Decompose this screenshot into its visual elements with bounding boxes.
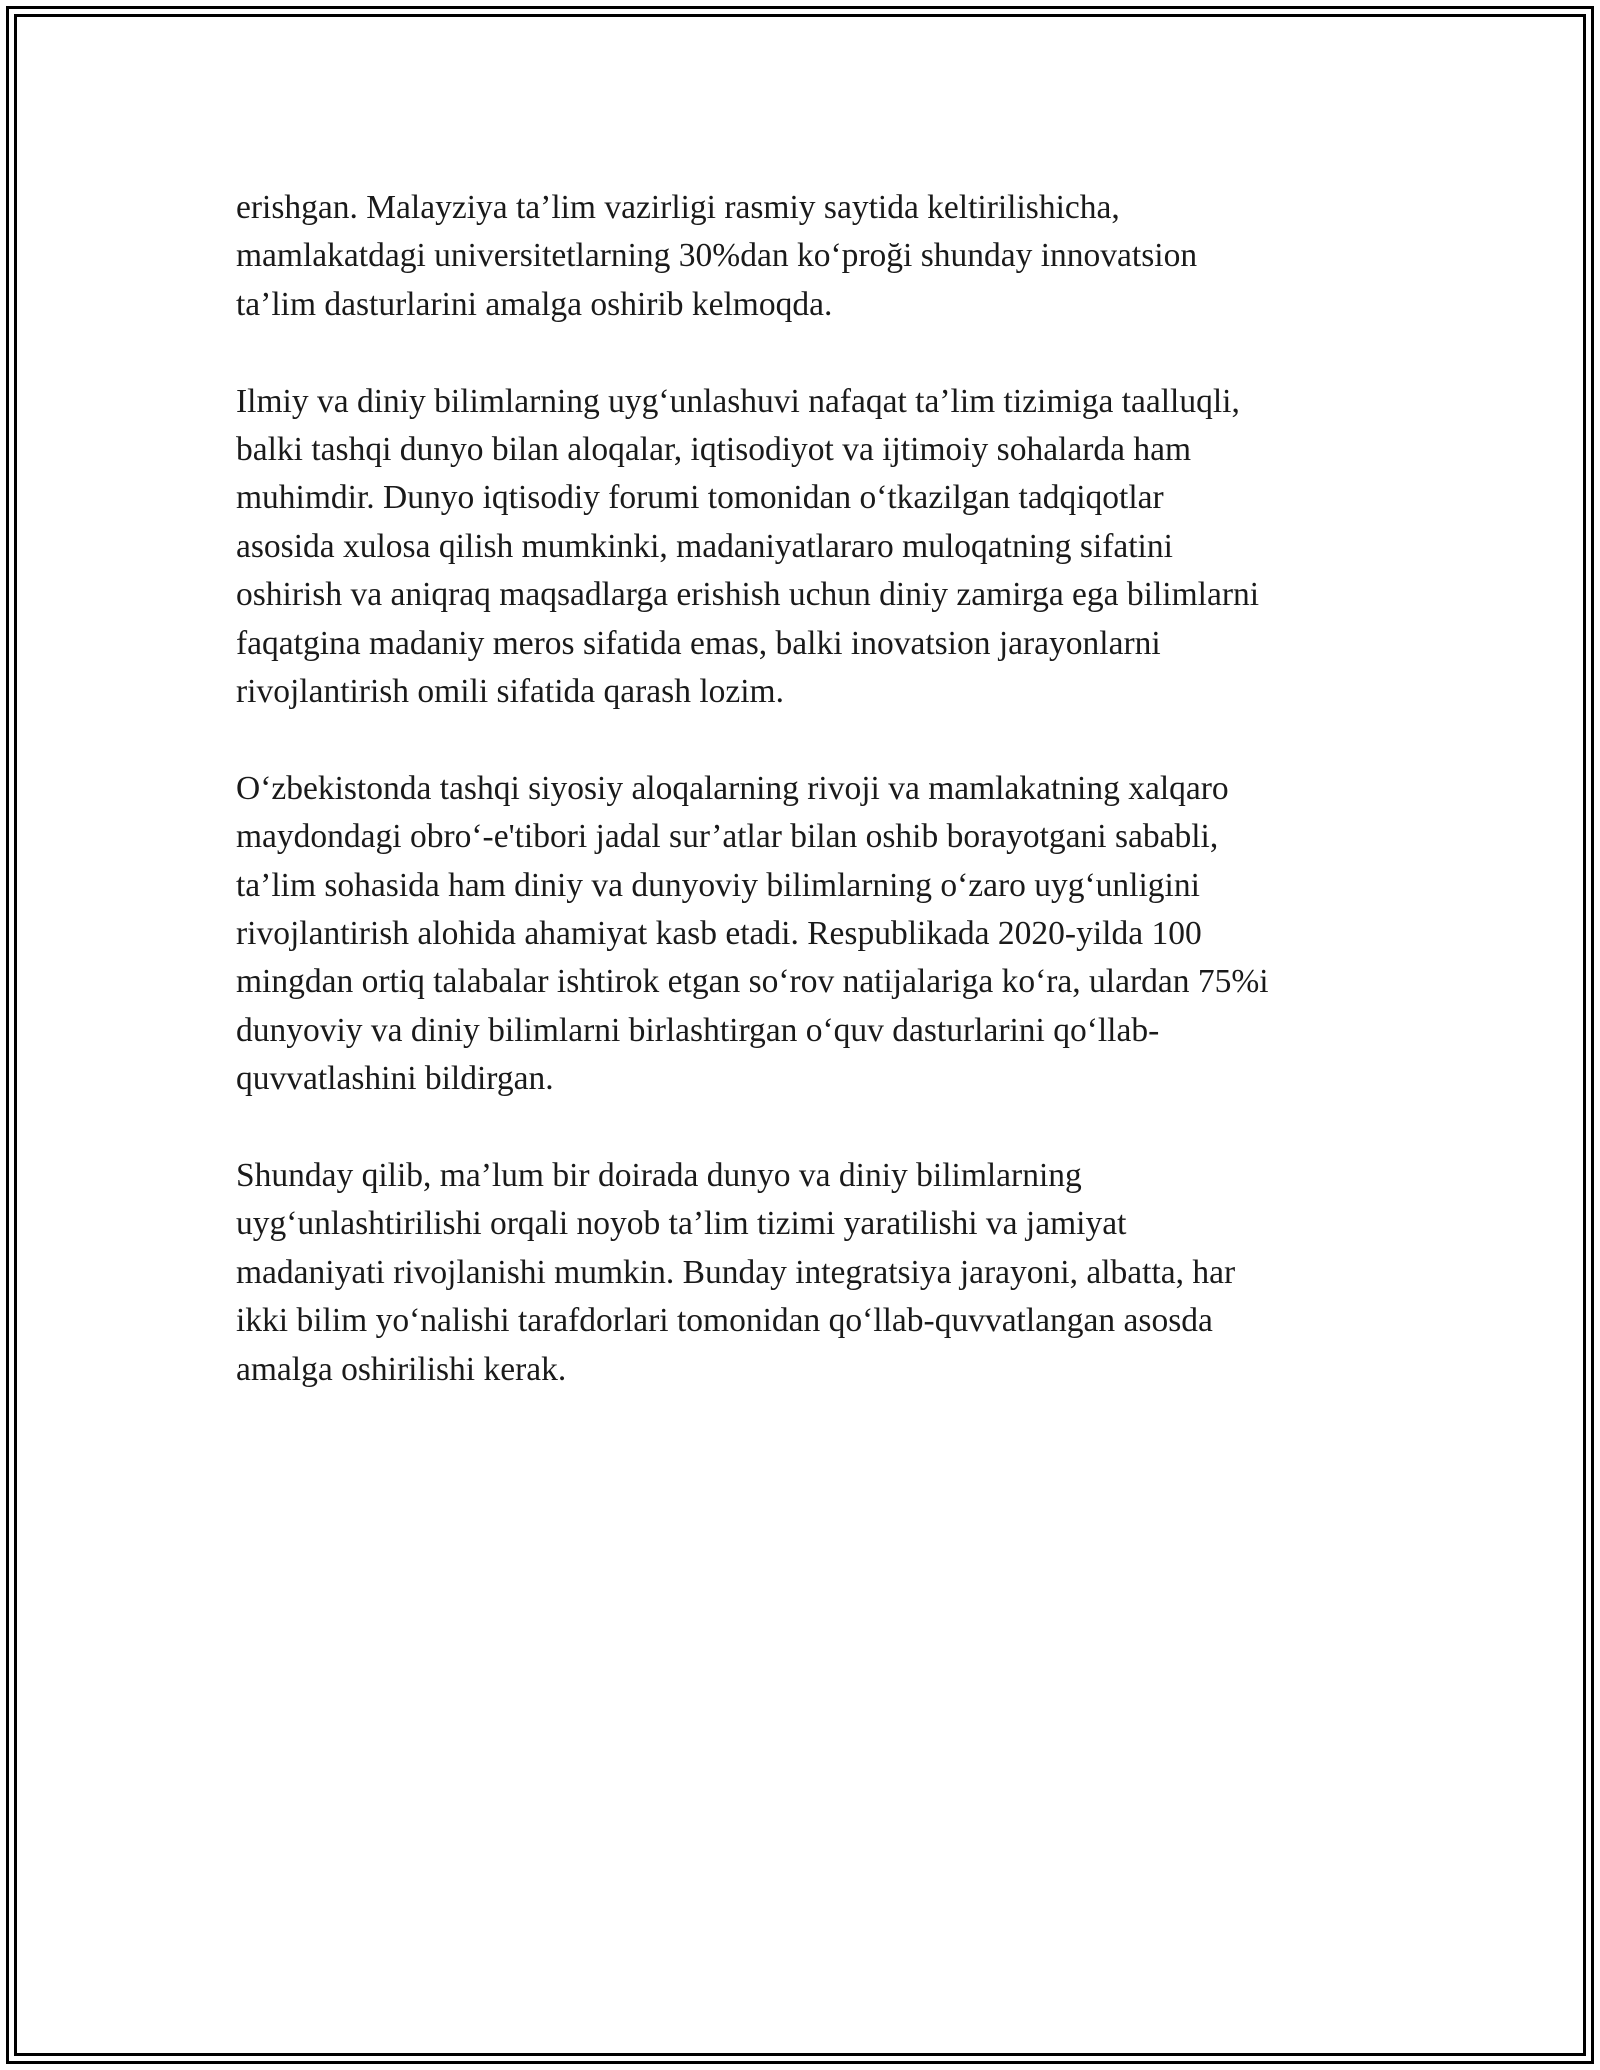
- text-line: rivojlantirish alohida ahamiyat kasb etadi. Respublikada 2020-yilda 100: [236, 915, 1202, 953]
- text-line: faqatgina madaniy meros sifatida emas, balki inovatsion jarayonlarni: [236, 624, 1161, 662]
- paragraph-4: [236, 1152, 1396, 1394]
- text-line: rivojlantirish omili sifatida qarash lozim.: [236, 673, 784, 711]
- text-line: oshirish va aniqraq maqsadlarga erishish uchun diniy zamirga ega bilimlarni: [236, 576, 1260, 614]
- text-line: erishgan. Malayziya ta’lim vazirligi rasmiy saytida keltirilishicha,: [236, 189, 1120, 226]
- text-line: quvvatlashini bildirgan.: [236, 1060, 554, 1098]
- text-line: ikki bilim yo‘nalishi tarafdorlari tomonidan qo‘llab-quvvatlangan asosda: [236, 1302, 1213, 1340]
- text-line: mingdan ortiq talabalar ishtirok etgan so‘rov natijalariga ko‘ra, ulardan 75%i: [236, 963, 1269, 1001]
- text-line: mamlakatdagi universitetlarning 30%dan ko‘proği shunday innovatsion: [236, 237, 1198, 275]
- text-line: maydondagi obro‘-e'tibori jadal sur’atlar bilan oshib borayotgani sababli,: [236, 818, 1219, 856]
- text-line: balki tashqi dunyo bilan aloqalar, iqtisodiyot va ijtimoiy sohalarda ham: [236, 431, 1192, 469]
- text-line: uyg‘unlashtirilishi orqali noyob ta’lim tizimi yaratilishi va jamiyat: [236, 1205, 1127, 1243]
- paragraph-1: [236, 184, 1396, 329]
- text-line: asosida xulosa qilish mumkinki, madaniyatlararo muloqatning sifatini: [236, 527, 1173, 565]
- text-line: ta’lim dasturlarini amalga oshirib kelmoqda.: [236, 285, 833, 323]
- text-line: Shunday qilib, ma’lum bir doirada dunyo va diniy bilimlarning: [236, 1157, 1082, 1195]
- text-line: muhimdir. Dunyo iqtisodiy forumi tomonidan o‘tkazilgan tadqiqotlar: [236, 479, 1164, 517]
- paragraph-2: [236, 378, 1396, 717]
- text-line: O‘zbekistonda tashqi siyosiy aloqalarning rivoji va mamlakatning xalqaro: [236, 769, 1229, 807]
- text-line: amalga oshirilishi kerak.: [236, 1350, 567, 1388]
- document-body: [236, 184, 1396, 1443]
- text-line: Ilmiy va diniy bilimlarning uyg‘unlashuvi nafaqat ta’lim tizimiga taalluqli,: [236, 382, 1240, 420]
- text-line: madaniyati rivojlanishi mumkin. Bunday integratsiya jarayoni, albatta, har: [236, 1253, 1236, 1291]
- text-line: ta’lim sohasida ham diniy va dunyoviy bilimlarning o‘zaro uyg‘unligini: [236, 866, 1200, 904]
- paragraph-3: [236, 765, 1396, 1104]
- text-line: dunyoviy va diniy bilimlarni birlashtirgan o‘quv dasturlarini qo‘llab-: [236, 1011, 1160, 1049]
